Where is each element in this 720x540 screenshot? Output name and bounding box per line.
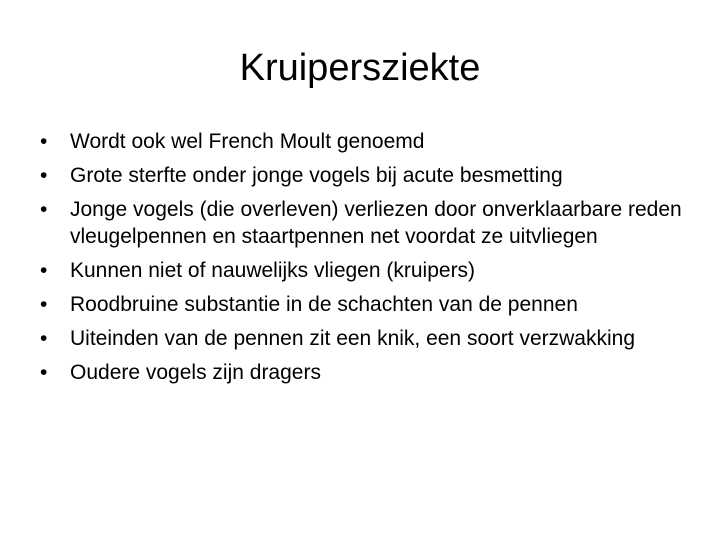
bullet-text: Wordt ook wel French Moult genoemd	[70, 130, 425, 153]
bullet-item	[36, 128, 684, 155]
bullet-dot-icon: •	[40, 198, 48, 221]
bullet-item	[36, 257, 684, 284]
bullet-text: Uiteinden van de pennen zit een knik, een soort verzwakking	[70, 327, 636, 350]
bullet-text: Oudere vogels zijn dragers	[70, 361, 321, 384]
slide-title: Kruipersziekte	[239, 47, 481, 89]
bullet-text: Roodbruine substantie in de schachten van de pennen	[70, 293, 578, 316]
bullet-dot-icon: •	[40, 164, 48, 187]
bullet-list	[36, 128, 684, 393]
bullet-dot-icon: •	[40, 293, 48, 316]
bullet-dot-icon: •	[40, 327, 48, 350]
bullet-item	[36, 325, 684, 352]
bullet-dot-icon: •	[40, 259, 48, 282]
bullet-text: Grote sterfte onder jonge vogels bij acute besmetting	[70, 164, 563, 187]
bullet-dot-icon: •	[40, 361, 48, 384]
bullet-dot-icon: •	[40, 130, 48, 153]
bullet-item	[36, 291, 684, 318]
bullet-item	[36, 196, 684, 250]
bullet-text: Kunnen niet of nauwelijks vliegen (kruipers)	[70, 259, 476, 282]
bullet-item	[36, 359, 684, 386]
bullet-item	[36, 162, 684, 189]
bullet-text: Jonge vogels (die overleven) verliezen door onverklaarbare reden vleugelpennen en staartpennen net voordat ze uitvliegen	[70, 198, 682, 248]
